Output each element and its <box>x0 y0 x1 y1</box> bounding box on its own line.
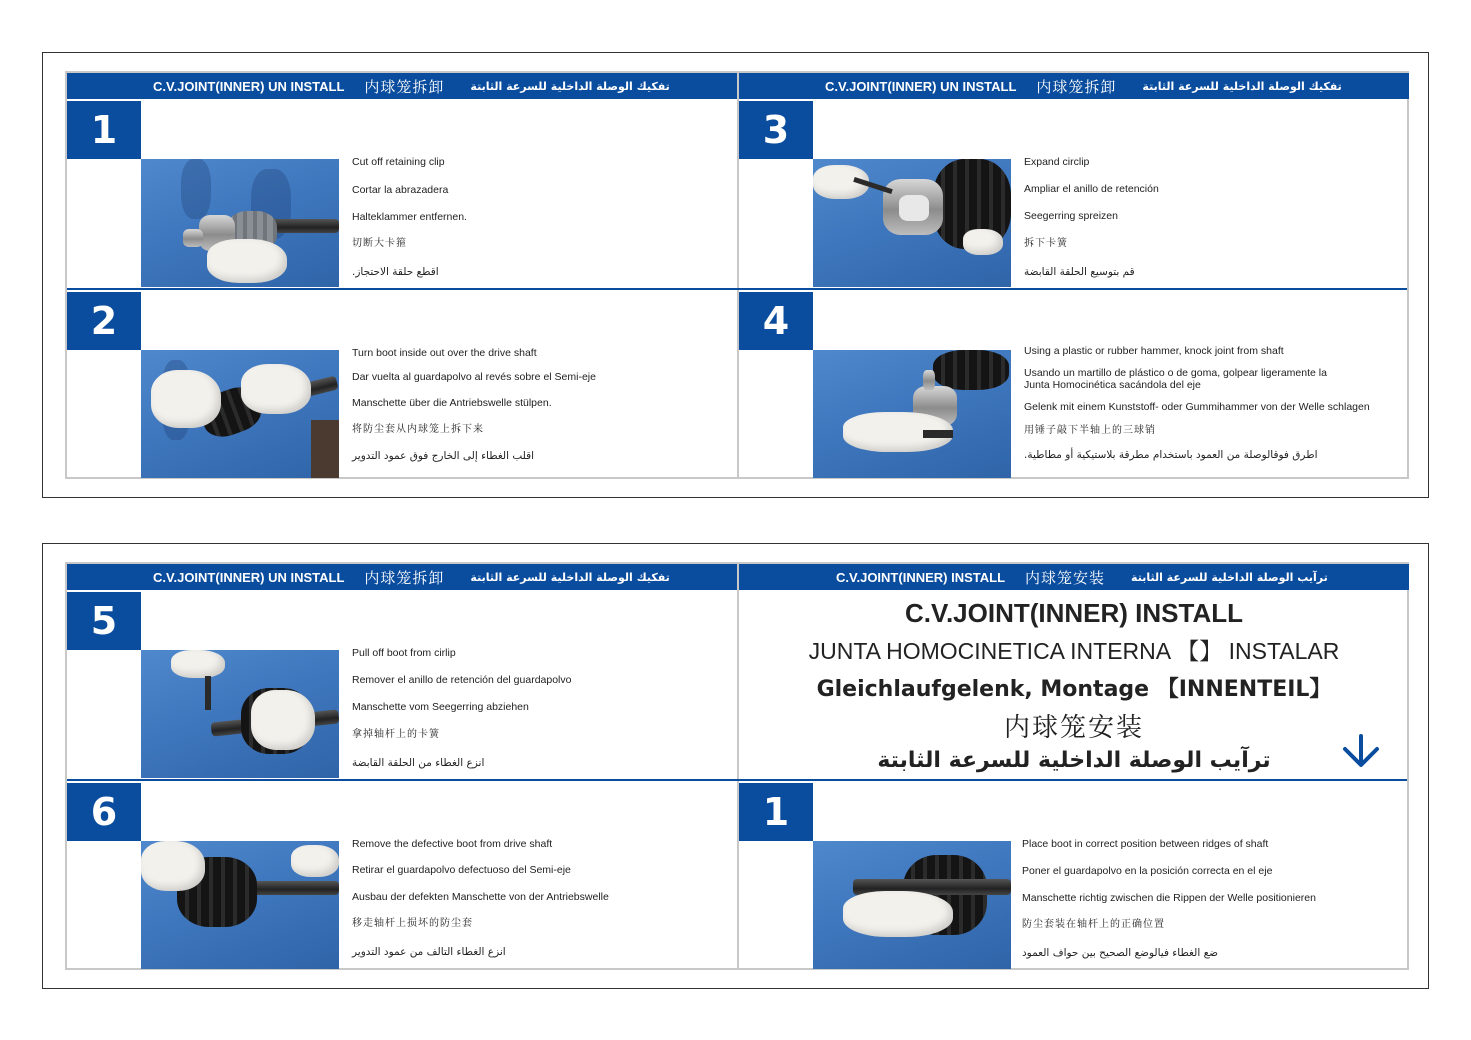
step-photo <box>813 841 1011 969</box>
instruction-es: Cortar la abrazadera <box>352 184 449 196</box>
sheet-border <box>65 71 1409 479</box>
instruction-zh: 拿掉轴杆上的卡簧 <box>352 729 440 740</box>
step-instructions <box>352 838 737 958</box>
step-photo <box>813 159 1011 287</box>
step-number: 3 <box>739 101 813 159</box>
header-uninstall-right <box>739 73 1409 99</box>
header-title-en: C.V.JOINT(INNER) UN INSTALL <box>153 569 345 585</box>
instruction-ar: انزع الغطاء التالف من عمود التدوير <box>352 946 506 958</box>
header-title-en: C.V.JOINT(INNER) INSTALL <box>836 569 1006 585</box>
step-number: 1 <box>739 783 813 841</box>
header-install-right <box>739 564 1409 590</box>
step-number: 5 <box>67 592 141 650</box>
instruction-de: Manschette über die Antriebswelle stülpen. <box>352 397 552 409</box>
instruction-en: Place boot in correct position between ridges of shaft <box>1022 838 1269 850</box>
header-title-zh: 内球笼拆卸 <box>364 568 445 587</box>
instruction-es: Retirar el guardapolvo defectuoso del Semi-eje <box>352 864 571 876</box>
instruction-de: Manschette vom Seegerring abziehen <box>352 701 529 713</box>
step-instructions <box>1024 345 1409 461</box>
install-step-card-1 <box>739 783 1409 971</box>
install-title-zh: 内球笼安装 <box>1003 713 1144 743</box>
header-title-en: C.V.JOINT(INNER) UN INSTALL <box>825 78 1017 94</box>
step-instructions <box>352 156 737 278</box>
install-title-panel <box>739 592 1409 780</box>
install-title-en: C.V.JOINT(INNER) INSTALL <box>904 598 1243 628</box>
header-title-en: C.V.JOINT(INNER) UN INSTALL <box>153 78 345 94</box>
instruction-de: Gelenk mit einem Kunststoff- oder Gummihammer von der Welle schlagen <box>1024 401 1370 413</box>
instruction-de: Manschette richtig zwischen die Rippen der Welle positionieren <box>1022 892 1316 904</box>
instruction-es-continued: Junta Homocinética sacándola del eje <box>1024 379 1201 391</box>
instruction-zh: 防尘套装在轴杆上的正确位置 <box>1022 919 1165 930</box>
instruction-de: Halteklammer entfernen. <box>352 211 467 223</box>
step-photo <box>141 350 339 478</box>
step-number: 6 <box>67 783 141 841</box>
arrow-down-icon <box>1341 734 1381 768</box>
step-number: 2 <box>67 292 141 350</box>
instruction-zh: 拆下卡簧 <box>1024 238 1068 249</box>
header-title-zh: 内球笼拆卸 <box>1036 77 1117 96</box>
header-title-ar: تفكيك الوصلة الداخلية للسرعة الثابتة <box>470 79 670 93</box>
instruction-zh: 移走轴杆上损坏的防尘套 <box>352 918 473 929</box>
header-uninstall-left <box>67 564 737 590</box>
instruction-ar: اقلب الغطاء إلى الخارج فوق عمود التدوير <box>352 450 535 462</box>
step-card-3 <box>739 101 1409 289</box>
step-card-1 <box>67 101 737 289</box>
step-photo <box>141 159 339 287</box>
instruction-zh: 将防尘套从内球笼上拆下来 <box>352 424 484 435</box>
sheet-border <box>65 562 1409 970</box>
step-card-4 <box>739 292 1409 480</box>
step-number: 1 <box>67 101 141 159</box>
instruction-ar: اقطع حلقة الاحتجاز. <box>352 266 439 278</box>
step-card-2 <box>67 292 737 480</box>
step-photo <box>141 650 339 778</box>
instruction-de: Ausbau der defekten Manschette von der Antriebswelle <box>352 891 609 903</box>
instruction-en: Cut off retaining clip <box>352 156 445 168</box>
instruction-es: Usando un martillo de plástico o de goma, golpear ligeramente la <box>1024 367 1327 379</box>
install-title-ar: ترآيب الوصلة الداخلية للسرعة الثابتة <box>877 748 1271 773</box>
instruction-sheet-uninstall-1 <box>42 52 1429 498</box>
step-instructions <box>352 347 737 462</box>
instruction-en: Pull off boot from cirlip <box>352 647 456 659</box>
instruction-ar: انزع الغطاء من الحلقة القابضة <box>352 757 485 769</box>
step-photo <box>141 841 339 969</box>
header-title-ar: تفكيك الوصلة الداخلية للسرعة الثابتة <box>1142 79 1342 93</box>
instruction-en: Remove the defective boot from drive shaft <box>352 838 553 850</box>
step-instructions <box>1022 838 1407 959</box>
instruction-en: Expand circlip <box>1024 156 1090 168</box>
step-card-6 <box>67 783 737 971</box>
header-title-ar: تفكيك الوصلة الداخلية للسرعة الثابتة <box>470 570 670 584</box>
instruction-es: Ampliar el anillo de retención <box>1024 183 1159 195</box>
instruction-zh: 切断大卡箍 <box>352 238 407 249</box>
instruction-zh: 用锤子敲下半轴上的三球销 <box>1024 425 1156 436</box>
instruction-de: Seegerring spreizen <box>1024 210 1118 222</box>
header-title-ar: ترآيب الوصلة الداخلية للسرعة الثابتة <box>1131 570 1328 584</box>
install-title-es: JUNTA HOMOCINETICA INTERNA 【】 INSTALAR <box>808 638 1340 664</box>
instruction-sheet-uninstall-2 <box>42 543 1429 989</box>
instruction-es: Poner el guardapolvo en la posición correcta en el eje <box>1022 865 1273 877</box>
instruction-en: Using a plastic or rubber hammer, knock joint from shaft <box>1024 345 1284 357</box>
instruction-en: Turn boot inside out over the drive shaft <box>352 347 537 359</box>
instruction-es: Remover el anillo de retención del guardapolvo <box>352 674 572 686</box>
step-photo <box>813 350 1011 478</box>
header-title-zh: 内球笼安装 <box>1025 568 1106 587</box>
instruction-ar: اطرق فوقالوصلة من العمود باستخدام مطرقة بلاستيكية أو مطاطية. <box>1024 449 1318 461</box>
header-uninstall-left <box>67 73 737 99</box>
header-title-zh: 内球笼拆卸 <box>364 77 445 96</box>
step-instructions <box>352 647 737 769</box>
instruction-ar: قم بتوسيع الحلقة القابضة <box>1024 266 1135 278</box>
step-number: 4 <box>739 292 813 350</box>
step-instructions <box>1024 156 1409 278</box>
instruction-es: Dar vuelta al guardapolvo al revés sobre el Semi-eje <box>352 371 596 383</box>
step-card-5 <box>67 592 737 780</box>
install-title-de: Gleichlaufgelenk, Montage 【INNENTEIL】 <box>816 677 1332 702</box>
instruction-ar: ضع الغطاء فيالوضع الصحيح بين حواف العمود <box>1022 947 1219 959</box>
